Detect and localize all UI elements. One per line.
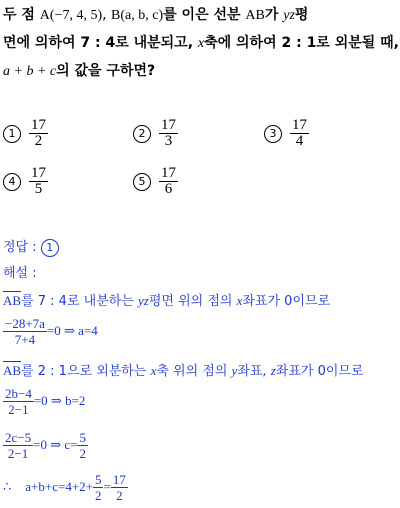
choice-number: 5 xyxy=(133,173,151,191)
numerator: 17 xyxy=(112,472,126,487)
question-text: 두 점 xyxy=(3,7,40,23)
denominator: 2 xyxy=(94,488,102,503)
denominator: 2−1 xyxy=(8,402,29,417)
choice-1[interactable] xyxy=(3,118,48,149)
choice-fraction xyxy=(159,166,178,197)
explanation-step-1 xyxy=(3,290,330,309)
denominator: 2 xyxy=(34,133,43,149)
explanation-text: 좌표, xyxy=(237,364,271,379)
numerator: 17 xyxy=(292,117,307,133)
numerator: −28+7a xyxy=(5,316,45,331)
choice-fraction xyxy=(29,118,48,149)
equation-1 xyxy=(3,316,98,347)
plane-yz: yz xyxy=(283,8,295,23)
numerator: 5 xyxy=(79,430,86,445)
plane-yz: yz xyxy=(138,293,149,308)
choice-number: 1 xyxy=(3,125,21,143)
explanation-text: 를 7 : 4로 내분하는 xyxy=(21,294,138,309)
equation-2 xyxy=(3,386,85,417)
explanation-text: 좌표가 0이므로 xyxy=(242,294,331,309)
choice-4[interactable] xyxy=(3,166,48,197)
final-fraction-2 xyxy=(111,472,128,503)
explanation-text: 를 2 : 1으로 외분하는 xyxy=(21,364,151,379)
numerator: 5 xyxy=(94,472,102,487)
question-line-3 xyxy=(3,60,155,80)
segment-ab: AB xyxy=(245,8,265,23)
question-text: 를 이은 선분 xyxy=(163,7,246,23)
equation-fraction xyxy=(3,430,33,461)
result-fraction xyxy=(77,430,88,461)
explanation-text: 평면 위의 점의 xyxy=(148,294,237,309)
choice-number: 4 xyxy=(3,173,21,191)
answer-line xyxy=(3,236,59,257)
answer-label: 정답 : xyxy=(3,240,41,255)
point-b: B(a, b, c) xyxy=(111,8,164,23)
equation-result: =0 ⇒ a=4 xyxy=(46,323,98,338)
denominator: 5 xyxy=(34,181,43,197)
explanation-text: 축 위의 점의 xyxy=(156,364,232,379)
var-y: y xyxy=(231,363,238,378)
question-text: , xyxy=(102,7,112,23)
segment-ab: AB xyxy=(3,363,22,378)
choice-2[interactable] xyxy=(133,118,178,149)
choice-3[interactable] xyxy=(264,118,309,149)
choice-fraction xyxy=(290,118,309,149)
numerator: 17 xyxy=(31,117,46,133)
equation-3 xyxy=(3,430,88,461)
denominator: 6 xyxy=(164,181,173,197)
denominator: 7+4 xyxy=(14,332,36,347)
question-text: 면에 의하여 7 : 4로 내분되고, xyxy=(3,35,198,51)
question-text: 가 xyxy=(264,7,284,23)
choice-number: 2 xyxy=(133,125,151,143)
explanation-text: 좌표가 0이므로 xyxy=(275,364,364,379)
denominator: 4 xyxy=(295,133,304,149)
segment-ab: AB xyxy=(3,293,22,308)
final-fraction-1 xyxy=(93,472,104,503)
question-text: 의 값을 구하면? xyxy=(56,63,156,79)
question-text: 축에 의하여 2 : 1로 외분될 때, xyxy=(204,35,399,51)
sum-expression: a + b + c xyxy=(3,64,57,79)
equation-fraction xyxy=(3,386,34,417)
numerator: 2c−5 xyxy=(5,430,32,445)
axis-x: x xyxy=(197,36,205,51)
var-z: z xyxy=(270,363,276,378)
choice-fraction xyxy=(159,118,178,149)
denominator: 2−1 xyxy=(7,446,29,461)
explanation-label: 해설 : xyxy=(3,266,37,281)
explanation-step-2 xyxy=(3,360,364,379)
numerator: 17 xyxy=(161,117,176,133)
therefore-symbol: ∴ xyxy=(3,479,12,494)
denominator: 2 xyxy=(79,446,86,461)
numerator: 17 xyxy=(31,165,46,181)
choice-fraction xyxy=(29,166,48,197)
question-line-1 xyxy=(3,4,308,24)
question-line-2 xyxy=(3,32,399,52)
denominator: 3 xyxy=(164,133,173,149)
answer-choice-number: 1 xyxy=(41,239,59,257)
var-x: x xyxy=(236,293,243,308)
choice-number: 3 xyxy=(264,125,282,143)
point-a: A(−7, 4, 5) xyxy=(39,8,103,23)
equals-sign: = xyxy=(103,479,111,494)
equation-result: =0 ⇒ b=2 xyxy=(33,393,86,408)
equation-result: =0 ⇒ c= xyxy=(33,437,78,452)
choice-5[interactable] xyxy=(133,166,178,197)
question-text: 평 xyxy=(294,7,309,23)
final-expression: a+b+c=4+2+ xyxy=(25,479,93,494)
equation-fraction xyxy=(3,316,47,347)
final-equation xyxy=(3,472,128,503)
axis-x: x xyxy=(150,363,157,378)
numerator: 2b−4 xyxy=(5,386,32,401)
denominator: 2 xyxy=(116,488,123,503)
numerator: 17 xyxy=(161,165,176,181)
